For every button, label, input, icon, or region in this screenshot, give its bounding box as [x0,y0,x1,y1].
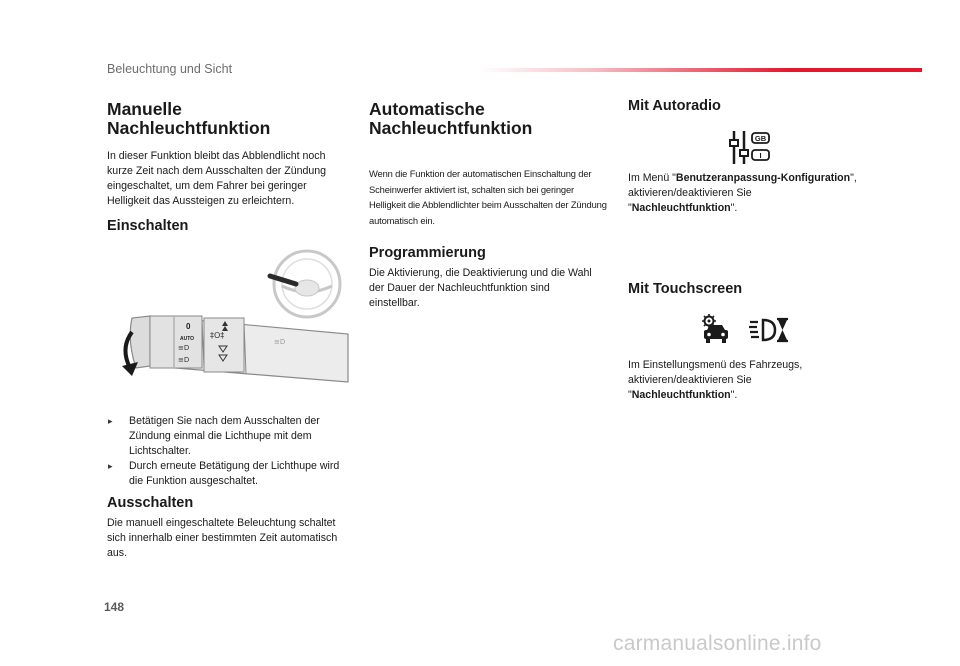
autoradio-icon-label-top: GB [754,134,767,143]
bullet-text: Durch erneute Betätigung der Lichthupe wird die Funktion ausgeschaltet. [129,460,340,487]
svg-text:‡O‡: ‡O‡ [210,331,225,340]
vehicle-settings-icon [699,313,733,347]
headlamp-timer-icon [749,317,789,343]
manual-intro: In dieser Funktion bleibt das Abblendlicht noch kurze Zeit nach dem Ausschalten der Zündung eingeschaltet, um dem Fahrer bei geringer Helligkeit das Aussteigen zu erleichtern. [107,150,327,207]
automatic-title-line1: Automatische [369,99,485,119]
autoradio-title: Mit Autoradio [628,98,721,114]
section-header: Beleuchtung und Sicht [107,62,233,76]
einschalten-title: Einschalten [107,218,189,234]
manual-title-line2: Nachleuchtfunktion [107,118,271,138]
autoradio-menu-name: Benutzeranpassung-Konfiguration [675,172,851,184]
bullet-marker-icon: ▸ [108,461,113,471]
manual-title-line1: Manuelle [107,99,182,119]
header-accent-line [478,68,922,72]
ausschalten-text: Die manuell eingeschaltete Beleuchtung schaltet sich innerhalb einer bestimmten Zeit automatisch aus. [107,517,338,559]
steering-wheel-icon [270,251,340,317]
touchscreen-text-pre: Im Einstellungsmenü des Fahrzeugs, aktivieren/deaktivieren Sie " [628,359,803,401]
einschalten-steps [107,414,347,489]
svg-text:≡D: ≡D [274,338,286,346]
autoradio-settings-icon [726,128,772,168]
automatic-title-line2: Nachleuchtfunktion [369,118,533,138]
touchscreen-text [628,358,853,403]
automatic-title [369,100,532,138]
autoradio-text-pre: Im Menü " [628,172,676,184]
touchscreen-text-post: ". [730,389,738,401]
stalk-label-auto: AUTO [180,336,195,342]
programmierung-text: Die Aktivierung, die Deaktivierung und die Wahl der Dauer der Nachleuchtfunktion sind einstellbar. [369,267,592,309]
list-item [107,459,347,489]
svg-text:≡D: ≡D [178,356,190,364]
stalk-label-zero: 0 [186,322,191,331]
list-item [107,414,347,459]
ausschalten-title: Ausschalten [107,495,194,511]
autoradio-text-post: ". [730,202,738,214]
bullet-marker-icon: ▸ [108,416,113,426]
autoradio-function-name: Nachleuchtfunktion [631,202,731,214]
svg-text:≡D: ≡D [178,344,190,352]
watermark: carmanualsonline.info [613,632,822,655]
programmierung-title: Programmierung [369,245,486,261]
autoradio-text-mid: ", aktivieren/deaktivieren Sie " [628,172,857,214]
autoradio-icon-label-bottom: I [759,151,762,160]
autoradio-text [628,171,860,216]
light-stalk-illustration [112,246,352,391]
page-number: 148 [104,600,125,614]
stalk-lever [130,316,348,382]
touchscreen-title: Mit Touchscreen [628,281,743,297]
touchscreen-function-name: Nachleuchtfunktion [631,389,731,401]
manual-title [107,100,270,138]
automatic-intro: Wenn die Funktion der automatischen Einschaltung der Scheinwerfer aktiviert ist, schalten sich bei geringer Helligkeit die Abblendlichter beim Ausschalten der Zündung automatisch ein. [369,168,607,226]
bullet-text: Betätigen Sie nach dem Ausschalten der Zündung einmal die Lichthupe mit dem Lichtschalter. [129,415,320,457]
